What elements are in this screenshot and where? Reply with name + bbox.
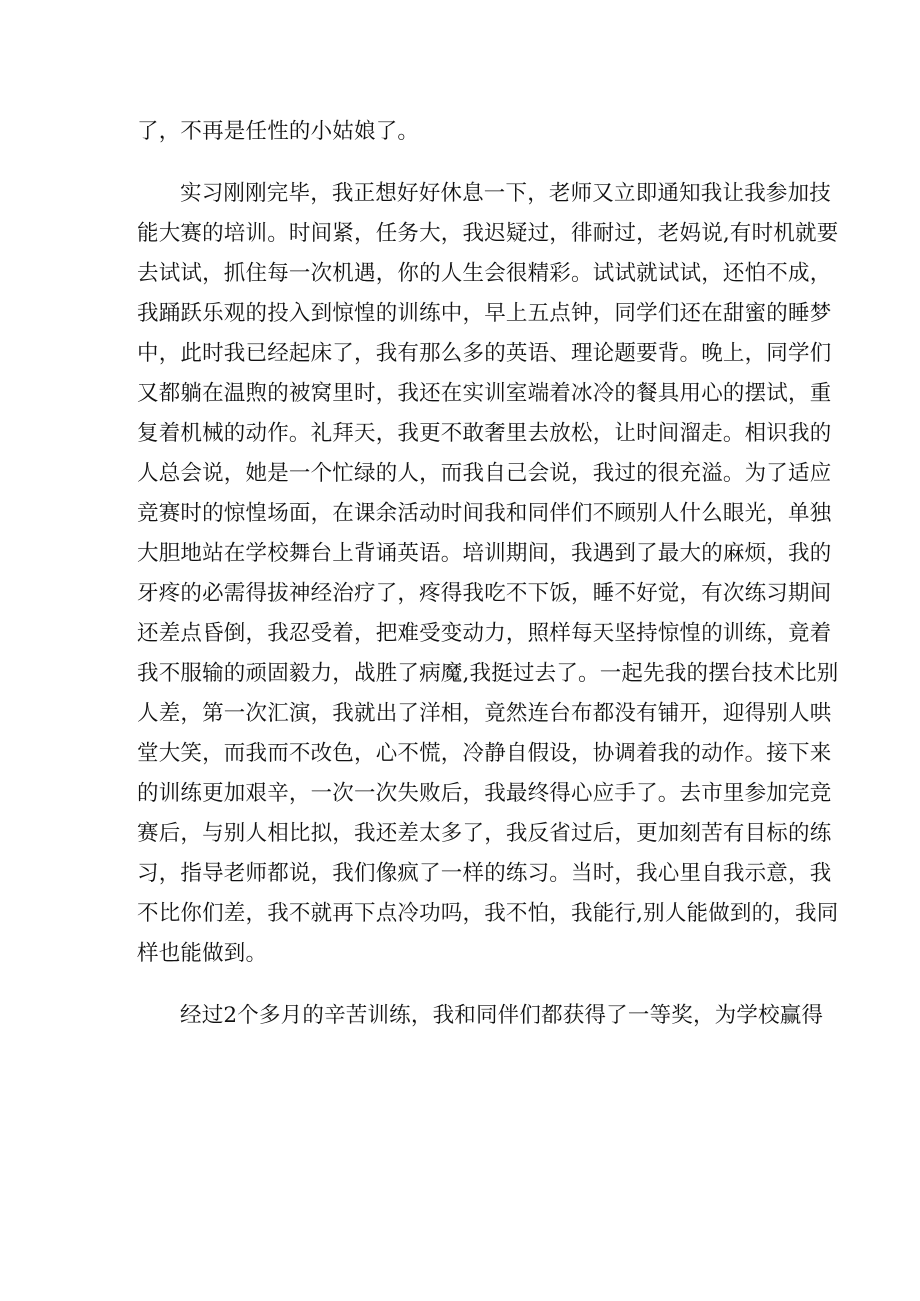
text-line: 习，指导老师都说，我们像疯了一样的练习。当时，我心里自我示意，我 [137,861,832,886]
text-line: 中，此时我已经起床了，我有那么多的英语、理论题要背。晚上，同学们 [137,341,832,366]
paragraph-gap [137,152,797,174]
paragraph-gap [137,974,797,996]
text-line: 人总会说，她是一个忙绿的人，而我自己会说，我过的很充溢。为了适应 [137,461,832,486]
text-line: 我不服输的顽固毅力，战胜了病魔,我挺过去了。一起先我的摆台技术比别 [137,661,839,686]
text-line: 的训练更加艰辛，一次一次失败后，我最终得心应手了。去市里参加完竞 [137,781,832,806]
text-line: 去试试，抓住每一次机遇，你的人生会很精彩。试试就试试，还怕不成， [137,261,832,286]
text-line: 还差点昏倒，我忍受着，把难受变动力，照样每天坚持惊惶的训练，竟着 [137,621,832,646]
text-line: 复着机械的动作。礼拜天，我更不敢奢里去放松，让时间溜走。相识我的 [137,421,832,446]
paragraph-result [137,996,824,1036]
text-line: 人差，第一次汇演，我就出了洋相，竟然连台布都没有铺开，迎得别人哄 [137,701,832,726]
text-line: 经过2个多月的辛苦训练，我和同伴们都获得了一等奖，为学校赢得 [180,1003,824,1028]
text-line: 堂大笑，而我而不改色，心不慌，冷静自假设，协调着我的动作。接下来 [137,741,832,766]
text-line: 又都躺在温煦的被窝里时，我还在实训室端着冰冷的餐具用心的摆试，重 [137,381,832,406]
text-line: 能大赛的培训。时间紧，任务大，我迟疑过，徘耐过，老妈说,有时机就要 [137,221,839,246]
text-line: 我踊跃乐观的投入到惊惶的训练中，早上五点钟，同学们还在甜蜜的睡梦 [137,301,832,326]
text-line: 大胆地站在学校舞台上背诵英语。培训期间，我遇到了最大的麻烦，我的 [137,541,832,566]
text-line: 实习刚刚完毕，我正想好好休息一下，老师又立即通知我让我参加技 [180,181,832,206]
paragraph-continuation [137,112,797,152]
paragraph-training [137,174,839,974]
text-line: 不比你们差，我不就再下点冷功吗，我不怕，我能行,别人能做到的，我同 [137,901,839,926]
text-line: 竞赛时的惊惶场面，在课余活动时间我和同伴们不顾别人什么眼光，单独 [137,501,832,526]
text-line: 牙疼的必需得拔神经治疗了，疼得我吃不下饭，睡不好觉，有次练习期间 [137,581,832,606]
text-line: 样也能做到。 [137,941,268,966]
text-line: 赛后，与别人相比拟，我还差太多了，我反省过后，更加刻苦有目标的练 [137,821,832,846]
document-body [137,112,839,1036]
text-line: 了，不再是任性的小姑娘了。 [137,119,420,144]
